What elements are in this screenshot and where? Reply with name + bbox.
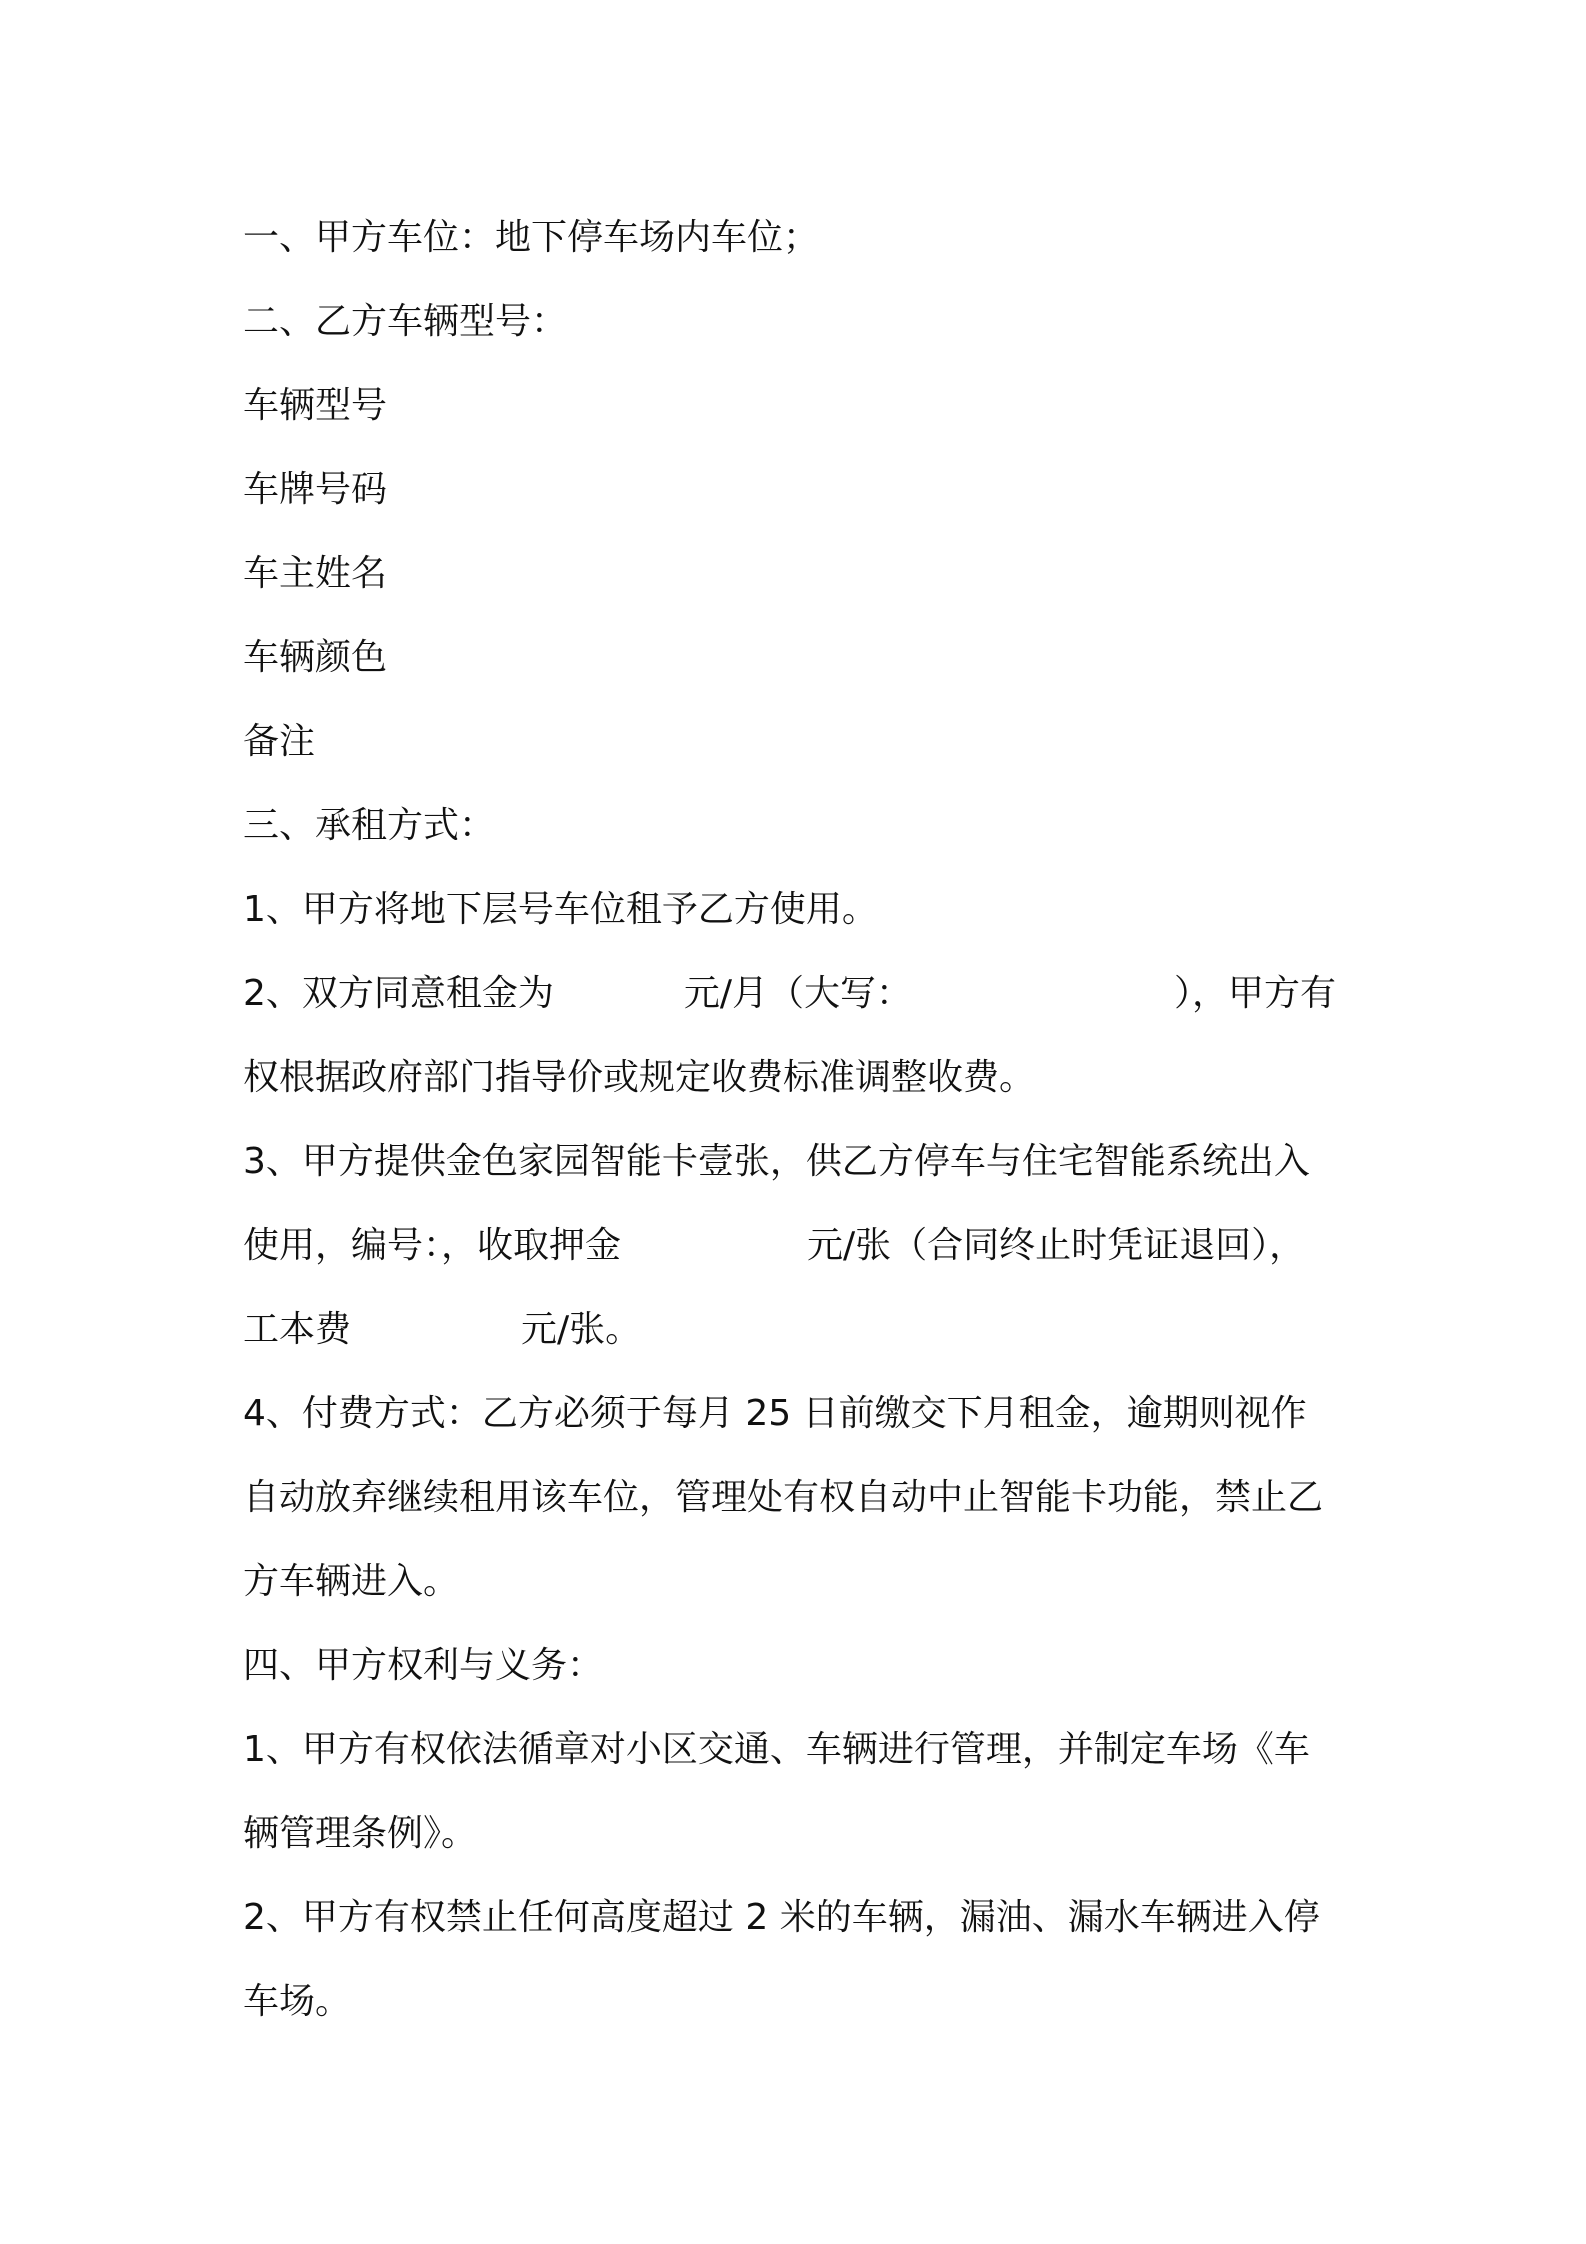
clause-lease-3-line-3: [243, 1288, 1363, 1372]
clause-lease-1: 1、甲方将地下层号车位租予乙方使用。: [243, 889, 878, 930]
clause-rights-1-line-1: 1、甲方有权依法循章对小区交通、车辆进行管理，并制定车场《车: [243, 1729, 1310, 1770]
clause-text: ），甲方有: [1174, 973, 1337, 1014]
clause-text: 元/张。: [521, 1309, 642, 1350]
clause-rights-2-line-1: 2、甲方有权禁止任何高度超过 2 米的车辆，漏油、漏水车辆进入停: [243, 1897, 1320, 1938]
clause-text: 元/张（合同终止时凭证退回），: [807, 1225, 1306, 1266]
section-heading-parking-space: 一、甲方车位：地下停车场内车位；: [243, 217, 820, 258]
section-heading-lease-method: 三、承租方式：: [243, 805, 496, 846]
field-vehicle-model: 车辆型号: [243, 385, 388, 426]
clause-lease-3-line-1: 3、甲方提供金色家园智能卡壹张，供乙方停车与住宅智能系统出入: [243, 1141, 1310, 1182]
clause-text: 元/月（大写：: [683, 973, 913, 1014]
clause-rights-1-line-2: 辆管理条例》。: [243, 1813, 478, 1854]
clause-lease-3-line-2: [243, 1204, 1363, 1288]
section-heading-party-a-rights: 四、甲方权利与义务：: [243, 1645, 604, 1686]
clause-rights-2-line-2: 车场。: [243, 1981, 352, 2022]
section-heading-vehicle-model: 二、乙方车辆型号：: [243, 301, 568, 342]
clause-lease-2-line-2: 权根据政府部门指导价或规定收费标准调整收费。: [243, 1057, 1036, 1098]
clause-lease-4-line-3: 方车辆进入。: [243, 1561, 460, 1602]
clause-lease-2-line-1: [243, 952, 1363, 1036]
field-vehicle-color: 车辆颜色: [243, 637, 388, 678]
clause-lease-4-line-2: 自动放弃继续租用该车位，管理处有权自动中止智能卡功能，禁止乙: [243, 1477, 1324, 1518]
field-plate-number: 车牌号码: [243, 469, 388, 510]
clause-text: 使用，编号：，收取押金: [243, 1225, 622, 1266]
clause-text: 工本费: [243, 1309, 352, 1350]
field-remarks: 备注: [243, 721, 316, 762]
clause-lease-4-line-1: 4、付费方式：乙方必须于每月 25 日前缴交下月租金，逾期则视作: [243, 1393, 1307, 1434]
document-body: [243, 196, 1363, 2044]
clause-text: 2、双方同意租金为: [243, 973, 554, 1014]
field-owner-name: 车主姓名: [243, 553, 388, 594]
